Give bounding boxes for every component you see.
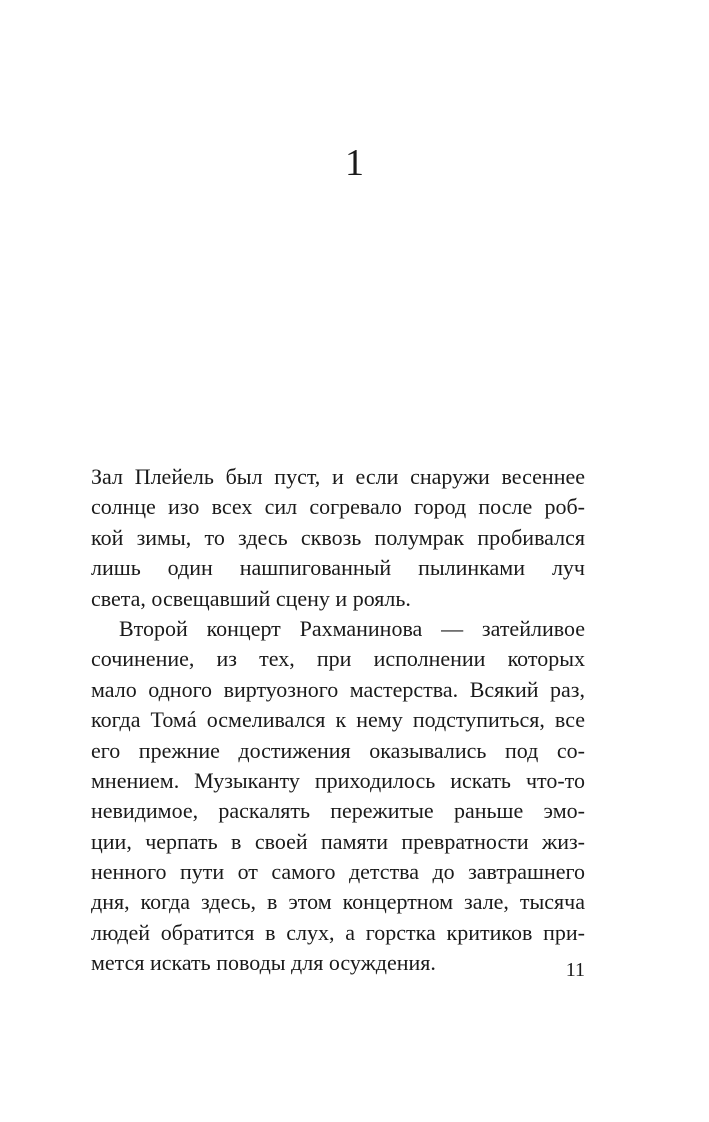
page-number: 11 xyxy=(565,959,585,981)
paragraph-2-line-5: его прежние достижения оказывались под со- xyxy=(91,737,585,763)
paragraph-2-line-11: людей обратится в слух, а горстка критиков при- xyxy=(91,919,585,945)
paragraph-2-line-4: когда Томá осмеливался к нему подступиться, все xyxy=(91,707,585,733)
paragraph-1-line-5: света, освещавший сцену и рояль. xyxy=(91,585,411,611)
paragraph-1-line-1: Зал Плейель был пуст, и если снаружи весеннее xyxy=(91,464,585,489)
paragraph-2-line-8: ции, черпать в своей памяти превратности жиз- xyxy=(91,828,585,854)
paragraph-1-line-3: кой зимы, то здесь сквозь полумрак пробивался xyxy=(91,524,585,550)
body-text xyxy=(91,462,585,979)
paragraph-2-line-9: ненного пути от самого детства до завтрашнего xyxy=(91,859,585,885)
paragraph-2-line-6: мнением. Музыканту приходилось искать что-то xyxy=(91,767,585,793)
chapter-number: 1 xyxy=(345,142,364,184)
paragraph-1-line-2: солнце изо всех сил согревало город после роб- xyxy=(91,494,585,520)
paragraph-2-line-10: дня, когда здесь, в этом концертном зале, тысяча xyxy=(91,889,585,915)
paragraph-2-line-1: Второй концерт Рахманинова — затейливое xyxy=(119,615,585,641)
paragraph-2-line-7: невидимое, раскалять пережитые раньше эмо- xyxy=(91,798,585,824)
paragraph-2-line-3: мало одного виртуозного мастерства. Всякий раз, xyxy=(91,676,585,702)
paragraph-1-line-4: лишь один нашпигованный пылинками луч xyxy=(91,555,585,581)
paragraph-2-line-2: сочинение, из тех, при исполнении которых xyxy=(91,646,585,672)
paragraph-2-line-12: мется искать поводы для осуждения. xyxy=(91,950,436,976)
